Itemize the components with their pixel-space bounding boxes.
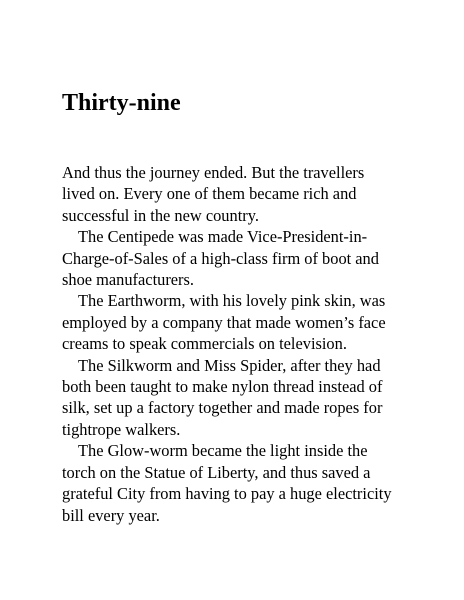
chapter-body [62, 162, 402, 526]
text-line: The Glow-worm became the light inside the [78, 441, 368, 461]
text-line: torch on the Statue of Liberty, and thus saved a [62, 462, 371, 482]
text-line: bill every year. [62, 505, 160, 525]
text-line: grateful City from having to pay a huge electricity [62, 484, 392, 504]
text-line: successful in the new country. [62, 205, 259, 225]
chapter-title: Thirty-nine [62, 90, 181, 116]
text-line: lived on. Every one of them became rich and [62, 184, 357, 204]
paragraph-5 [62, 440, 402, 526]
paragraph-1 [62, 162, 402, 226]
text-line: employed by a company that made women’s face [62, 312, 386, 332]
paragraph-2 [62, 226, 402, 290]
text-line: both been taught to make nylon thread instead of [62, 377, 383, 397]
text-line: tightrope walkers. [62, 419, 181, 439]
paragraph-4 [62, 355, 402, 441]
text-line: silk, set up a factory together and made ropes for [62, 398, 383, 418]
book-page [62, 0, 402, 600]
text-line: shoe manufacturers. [62, 270, 194, 290]
text-line: The Centipede was made Vice-President-in- [78, 227, 368, 247]
text-line: creams to speak commercials on television. [62, 334, 347, 354]
text-line: The Silkworm and Miss Spider, after they had [78, 355, 381, 375]
paragraph-3 [62, 290, 402, 354]
text-line: And thus the journey ended. But the travellers [62, 163, 365, 182]
text-line: The Earthworm, with his lovely pink skin, was [78, 291, 386, 311]
text-line: Charge-of-Sales of a high-class firm of boot and [62, 248, 379, 268]
